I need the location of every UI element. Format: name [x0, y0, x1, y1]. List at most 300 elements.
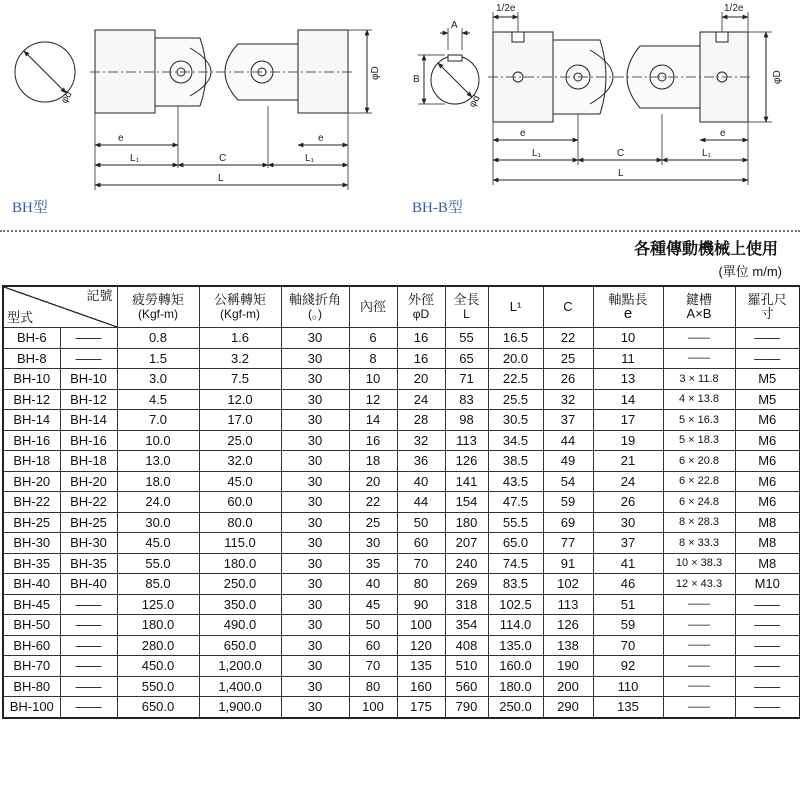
- table-cell: ——: [663, 328, 735, 349]
- table-cell: 126: [445, 451, 488, 472]
- table-cell: 40: [397, 471, 445, 492]
- table-cell: 92: [593, 656, 663, 677]
- table-cell: 8: [349, 348, 397, 369]
- table-cell: 10.0: [117, 430, 199, 451]
- header-outer-diameter: 外徑 φD: [397, 286, 445, 328]
- table-cell: 30: [281, 369, 349, 390]
- table-cell: 125.0: [117, 594, 199, 615]
- table-cell: 49: [543, 451, 593, 472]
- table-cell: 1,400.0: [199, 676, 281, 697]
- table-cell: 100: [349, 697, 397, 718]
- table-row: [3, 471, 800, 492]
- table-cell: 1,900.0: [199, 697, 281, 718]
- table-cell: 408: [445, 635, 488, 656]
- table-cell: 45.0: [117, 533, 199, 554]
- table-cell: 85.0: [117, 574, 199, 595]
- table-cell: 36: [397, 451, 445, 472]
- table-cell: 83.5: [488, 574, 543, 595]
- table-cell: 30: [281, 389, 349, 410]
- table-cell: 83: [445, 389, 488, 410]
- table-row: [3, 512, 800, 533]
- table-cell: 74.5: [488, 553, 543, 574]
- table-cell: 26: [543, 369, 593, 390]
- table-cell: BH-22: [60, 492, 117, 513]
- table-cell: 30: [281, 471, 349, 492]
- header-mark-label: 記號: [86, 288, 113, 303]
- table-cell: 80.0: [199, 512, 281, 533]
- dim-label-l1-b-right: L₁: [702, 148, 711, 159]
- table-cell: BH-30: [60, 533, 117, 554]
- table-cell: 98: [445, 410, 488, 431]
- table-cell: 650.0: [199, 635, 281, 656]
- table-cell: ——: [735, 656, 800, 677]
- table-row: [3, 451, 800, 472]
- table-cell: BH-35: [60, 553, 117, 574]
- table-cell: 77: [543, 533, 593, 554]
- table-row: [3, 615, 800, 636]
- table-cell: 10 × 38.3: [663, 553, 735, 574]
- table-cell: 114.0: [488, 615, 543, 636]
- table-cell: BH-100: [3, 697, 60, 718]
- table-cell: 10: [593, 328, 663, 349]
- table-cell: BH-20: [60, 471, 117, 492]
- section-divider: [0, 230, 800, 232]
- table-row: [3, 328, 800, 349]
- header-corner: [3, 286, 117, 328]
- table-cell: 5 × 16.3: [663, 410, 735, 431]
- dim-label-phi-D-b: φD: [772, 70, 783, 84]
- table-cell: BH-16: [60, 430, 117, 451]
- table-cell: 126: [543, 615, 593, 636]
- table-cell: ——: [60, 615, 117, 636]
- dim-label-l-b: L: [618, 168, 624, 179]
- table-cell: 30: [281, 574, 349, 595]
- page-heading: 各種傳動機械上使用: [633, 241, 778, 258]
- table-cell: 30: [349, 533, 397, 554]
- table-row: [3, 635, 800, 656]
- table-cell: 70: [349, 656, 397, 677]
- table-cell: BH-30: [3, 533, 60, 554]
- table-cell: 30: [281, 615, 349, 636]
- table-row: [3, 676, 800, 697]
- table-cell: 30: [281, 410, 349, 431]
- table-cell: BH-50: [3, 615, 60, 636]
- table-cell: 250.0: [199, 574, 281, 595]
- table-cell: BH-45: [3, 594, 60, 615]
- dim-label-half-e-right: 1/2e: [724, 3, 744, 14]
- table-cell: M5: [735, 389, 800, 410]
- table-cell: 91: [543, 553, 593, 574]
- table-cell: 30: [281, 594, 349, 615]
- table-cell: 560: [445, 676, 488, 697]
- table-cell: 6 × 24.8: [663, 492, 735, 513]
- table-cell: 180: [445, 512, 488, 533]
- table-cell: 46: [593, 574, 663, 595]
- table-cell: 30: [281, 656, 349, 677]
- table-cell: ——: [735, 697, 800, 718]
- table-cell: 38.5: [488, 451, 543, 472]
- dim-label-half-e-left: 1/2e: [496, 3, 516, 14]
- table-cell: 450.0: [117, 656, 199, 677]
- table-cell: M6: [735, 492, 800, 513]
- table-cell: 4.5: [117, 389, 199, 410]
- dim-label-phi-d: φd: [59, 89, 75, 106]
- table-cell: 17.0: [199, 410, 281, 431]
- table-cell: 135: [397, 656, 445, 677]
- header-l1: L¹: [488, 286, 543, 328]
- table-cell: 80: [397, 574, 445, 595]
- table-cell: 70: [397, 553, 445, 574]
- table-cell: 25.5: [488, 389, 543, 410]
- header-nominal-torque: 公稱轉矩 (Kgf-m): [199, 286, 281, 328]
- table-cell: 14: [593, 389, 663, 410]
- table-cell: BH-12: [3, 389, 60, 410]
- bh-caption: BH型: [12, 200, 48, 216]
- table-cell: 30: [281, 430, 349, 451]
- table-cell: M8: [735, 553, 800, 574]
- bh-side-view: [90, 30, 372, 190]
- table-cell: 16: [397, 348, 445, 369]
- table-cell: M5: [735, 369, 800, 390]
- table-cell: ——: [735, 615, 800, 636]
- table-cell: 30.0: [117, 512, 199, 533]
- table-cell: 22.5: [488, 369, 543, 390]
- table-cell: 12: [349, 389, 397, 410]
- table-cell: 34.5: [488, 430, 543, 451]
- table-cell: 7.5: [199, 369, 281, 390]
- table-cell: ——: [663, 676, 735, 697]
- table-cell: ——: [735, 635, 800, 656]
- header-pivot-length: 軸點長 e: [593, 286, 663, 328]
- table-cell: 30: [281, 328, 349, 349]
- table-cell: 30: [281, 512, 349, 533]
- header-joint-angle: 軸綫折角 (。): [281, 286, 349, 328]
- table-cell: 25: [349, 512, 397, 533]
- table-cell: BH-40: [60, 574, 117, 595]
- dim-label-l1-b-left: L₁: [532, 148, 541, 159]
- dim-label-e-b-left: e: [520, 128, 526, 139]
- table-cell: 28: [397, 410, 445, 431]
- dim-label-l1-left: L₁: [130, 153, 139, 164]
- table-cell: 51: [593, 594, 663, 615]
- table-cell: 120: [397, 635, 445, 656]
- table-cell: ——: [60, 656, 117, 677]
- table-cell: 65.0: [488, 533, 543, 554]
- table-cell: M10: [735, 574, 800, 595]
- table-cell: 6: [349, 328, 397, 349]
- table-cell: 30: [593, 512, 663, 533]
- table-cell: ——: [735, 594, 800, 615]
- table-cell: ——: [60, 328, 117, 349]
- table-cell: BH-60: [3, 635, 60, 656]
- table-cell: M6: [735, 410, 800, 431]
- table-cell: 47.5: [488, 492, 543, 513]
- dim-label-e-right: e: [318, 133, 324, 144]
- header-fatigue-torque: 疲勞轉矩 (Kgf-m): [117, 286, 199, 328]
- table-cell: 90: [397, 594, 445, 615]
- table-cell: M6: [735, 451, 800, 472]
- table-cell: ——: [735, 328, 800, 349]
- table-cell: 32: [397, 430, 445, 451]
- table-cell: ——: [60, 676, 117, 697]
- table-cell: 43.5: [488, 471, 543, 492]
- dim-label-e-b-right: e: [720, 128, 726, 139]
- table-cell: 30: [281, 451, 349, 472]
- table-row: [3, 348, 800, 369]
- table-cell: 30: [281, 676, 349, 697]
- table-cell: 70: [593, 635, 663, 656]
- technical-drawings: [0, 0, 800, 232]
- table-cell: 160.0: [488, 656, 543, 677]
- table-cell: 8 × 33.3: [663, 533, 735, 554]
- table-cell: 20.0: [488, 348, 543, 369]
- bhb-side-view: [488, 12, 772, 185]
- table-cell: 30: [281, 348, 349, 369]
- table-cell: 180.0: [199, 553, 281, 574]
- table-cell: 24: [593, 471, 663, 492]
- table-row: [3, 594, 800, 615]
- table-row: [3, 369, 800, 390]
- header-c: C: [543, 286, 593, 328]
- table-cell: 1,200.0: [199, 656, 281, 677]
- table-cell: 55.5: [488, 512, 543, 533]
- table-cell: 20: [397, 369, 445, 390]
- table-cell: ——: [663, 615, 735, 636]
- table-cell: 0.8: [117, 328, 199, 349]
- table-cell: 16.5: [488, 328, 543, 349]
- table-cell: 207: [445, 533, 488, 554]
- table-cell: 16: [397, 328, 445, 349]
- table-cell: 8 × 28.3: [663, 512, 735, 533]
- dim-label-phi-d-b: φd: [467, 93, 483, 110]
- table-cell: M6: [735, 430, 800, 451]
- table-cell: 54: [543, 471, 593, 492]
- table-cell: 12 × 43.3: [663, 574, 735, 595]
- unit-label: (單位 m/m): [718, 264, 782, 279]
- table-row: [3, 492, 800, 513]
- table-cell: 32: [543, 389, 593, 410]
- table-cell: 30: [281, 492, 349, 513]
- table-cell: BH-8: [3, 348, 60, 369]
- table-cell: 1.5: [117, 348, 199, 369]
- table-cell: ——: [663, 594, 735, 615]
- table-cell: BH-18: [60, 451, 117, 472]
- table-cell: 65: [445, 348, 488, 369]
- table-row: [3, 553, 800, 574]
- table-cell: 102: [543, 574, 593, 595]
- table-cell: 790: [445, 697, 488, 718]
- table-cell: 59: [543, 492, 593, 513]
- table-cell: 41: [593, 553, 663, 574]
- table-cell: M8: [735, 533, 800, 554]
- dim-label-c: C: [219, 153, 227, 164]
- table-cell: 7.0: [117, 410, 199, 431]
- table-cell: 60.0: [199, 492, 281, 513]
- table-cell: 115.0: [199, 533, 281, 554]
- table-cell: 17: [593, 410, 663, 431]
- table-cell: 280.0: [117, 635, 199, 656]
- table-cell: ——: [735, 348, 800, 369]
- table-cell: 71: [445, 369, 488, 390]
- table-cell: 250.0: [488, 697, 543, 718]
- table-cell: 55: [445, 328, 488, 349]
- table-cell: 180.0: [117, 615, 199, 636]
- header-screw-size: 羅孔尺 寸: [735, 286, 800, 328]
- table-cell: 25: [543, 348, 593, 369]
- table-cell: M6: [735, 471, 800, 492]
- table-row: [3, 410, 800, 431]
- table-cell: 160: [397, 676, 445, 697]
- table-cell: 26: [593, 492, 663, 513]
- table-cell: 50: [349, 615, 397, 636]
- table-cell: BH-70: [3, 656, 60, 677]
- table-cell: 25.0: [199, 430, 281, 451]
- header-total-length: 全長 L: [445, 286, 488, 328]
- table-cell: 45.0: [199, 471, 281, 492]
- table-cell: 12.0: [199, 389, 281, 410]
- table-cell: ——: [60, 697, 117, 718]
- table-cell: ——: [60, 348, 117, 369]
- table-cell: 22: [349, 492, 397, 513]
- table-cell: 44: [543, 430, 593, 451]
- table-cell: 350.0: [199, 594, 281, 615]
- table-cell: 13: [593, 369, 663, 390]
- table-row: [3, 697, 800, 718]
- table-cell: 650.0: [117, 697, 199, 718]
- table-cell: ——: [663, 348, 735, 369]
- table-cell: 354: [445, 615, 488, 636]
- table-cell: BH-18: [3, 451, 60, 472]
- table-cell: BH-25: [60, 512, 117, 533]
- table-cell: 32.0: [199, 451, 281, 472]
- table-cell: 3 × 11.8: [663, 369, 735, 390]
- table-cell: ——: [60, 594, 117, 615]
- table-cell: 10: [349, 369, 397, 390]
- table-cell: 22: [543, 328, 593, 349]
- table-cell: 60: [397, 533, 445, 554]
- table-cell: 6 × 20.8: [663, 451, 735, 472]
- table-cell: 110: [593, 676, 663, 697]
- table-row: [3, 389, 800, 410]
- header-keyway: 鍵槽 A×B: [663, 286, 735, 328]
- table-cell: BH-10: [3, 369, 60, 390]
- table-row: [3, 656, 800, 677]
- table-cell: BH-14: [60, 410, 117, 431]
- table-cell: 11: [593, 348, 663, 369]
- bhb-end-view: [418, 28, 479, 104]
- dim-label-phi-D: φD: [370, 66, 381, 80]
- table-cell: 37: [593, 533, 663, 554]
- header-inner-diameter: 內徑: [349, 286, 397, 328]
- table-cell: 80: [349, 676, 397, 697]
- table-cell: 175: [397, 697, 445, 718]
- table-cell: 37: [543, 410, 593, 431]
- table-cell: 6 × 22.8: [663, 471, 735, 492]
- table-cell: 113: [445, 430, 488, 451]
- table-cell: 154: [445, 492, 488, 513]
- table-cell: 30: [281, 533, 349, 554]
- table-cell: 18.0: [117, 471, 199, 492]
- table-cell: 490.0: [199, 615, 281, 636]
- table-cell: ——: [735, 676, 800, 697]
- table-cell: BH-25: [3, 512, 60, 533]
- table-cell: ——: [60, 635, 117, 656]
- table-cell: 13.0: [117, 451, 199, 472]
- table-cell: 269: [445, 574, 488, 595]
- dim-label-l1-right: L₁: [305, 153, 314, 164]
- table-cell: 102.5: [488, 594, 543, 615]
- table-row: [3, 430, 800, 451]
- table-cell: 3.2: [199, 348, 281, 369]
- dim-label-l: L: [218, 173, 224, 184]
- bhb-caption: BH-B型: [412, 200, 463, 216]
- table-cell: 69: [543, 512, 593, 533]
- table-cell: BH-16: [3, 430, 60, 451]
- table-cell: 113: [543, 594, 593, 615]
- table-cell: 5 × 18.3: [663, 430, 735, 451]
- table-cell: 290: [543, 697, 593, 718]
- table-cell: 135: [593, 697, 663, 718]
- table-cell: M8: [735, 512, 800, 533]
- header-row: [3, 286, 800, 328]
- table-cell: ——: [663, 656, 735, 677]
- table-cell: BH-6: [3, 328, 60, 349]
- table-cell: 200: [543, 676, 593, 697]
- table-cell: 21: [593, 451, 663, 472]
- table-cell: 100: [397, 615, 445, 636]
- table-cell: 30: [281, 553, 349, 574]
- table-cell: 510: [445, 656, 488, 677]
- table-cell: 44: [397, 492, 445, 513]
- table-cell: 135.0: [488, 635, 543, 656]
- table-cell: 190: [543, 656, 593, 677]
- dim-label-e-left: e: [118, 133, 124, 144]
- table-cell: 240: [445, 553, 488, 574]
- table-cell: 14: [349, 410, 397, 431]
- table-cell: 19: [593, 430, 663, 451]
- table-cell: BH-22: [3, 492, 60, 513]
- table-cell: 24.0: [117, 492, 199, 513]
- table-cell: 20: [349, 471, 397, 492]
- table-cell: 30: [281, 697, 349, 718]
- table-cell: 40: [349, 574, 397, 595]
- table-cell: 138: [543, 635, 593, 656]
- table-cell: ——: [663, 635, 735, 656]
- table-cell: 24: [397, 389, 445, 410]
- table-cell: 4 × 13.8: [663, 389, 735, 410]
- spec-table: [2, 285, 800, 719]
- table-cell: 318: [445, 594, 488, 615]
- dim-label-c-b: C: [617, 148, 625, 159]
- table-cell: 550.0: [117, 676, 199, 697]
- table-cell: 50: [397, 512, 445, 533]
- table-cell: 30: [281, 635, 349, 656]
- table-cell: 16: [349, 430, 397, 451]
- table-cell: BH-10: [60, 369, 117, 390]
- table-cell: 30.5: [488, 410, 543, 431]
- table-cell: 35: [349, 553, 397, 574]
- table-cell: ——: [663, 697, 735, 718]
- table-cell: BH-40: [3, 574, 60, 595]
- table-cell: 45: [349, 594, 397, 615]
- table-cell: BH-14: [3, 410, 60, 431]
- table-cell: 3.0: [117, 369, 199, 390]
- table-cell: 1.6: [199, 328, 281, 349]
- table-cell: 60: [349, 635, 397, 656]
- table-row: [3, 533, 800, 554]
- table-cell: 141: [445, 471, 488, 492]
- table-cell: 59: [593, 615, 663, 636]
